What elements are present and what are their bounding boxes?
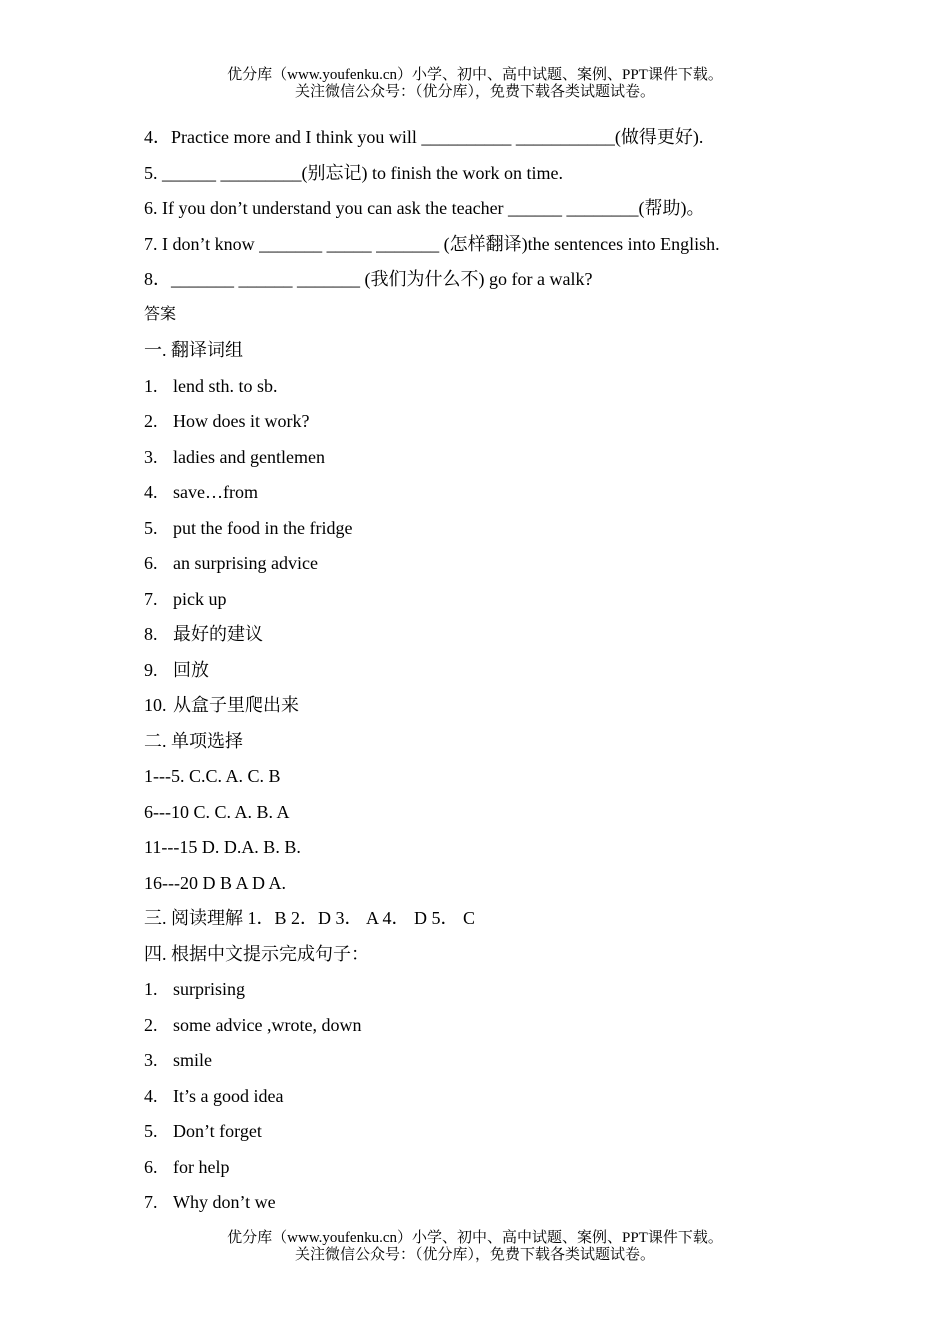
item-text: Don’t forget [173,1121,262,1141]
answer-item [144,551,824,587]
item-number: 4. [144,482,158,502]
answer-item [144,1155,824,1191]
answer-item [144,693,824,729]
answer-item [144,587,824,623]
answer-item [144,1190,824,1226]
item-number: 3. [144,1050,158,1070]
exercise-line: 8．_______ ______ _______ (我们为什么不) go for a walk? [144,269,593,289]
item-text: for help [173,1156,230,1177]
item-number: 6. [144,1156,158,1177]
item-number: 2. [144,1014,158,1035]
item-text: 回放 [173,659,209,680]
item-text: save…from [173,482,258,502]
answers-title: 答案 [144,305,177,323]
item-number: 7. [144,588,158,609]
answer-item [144,1048,824,1084]
item-text: pick up [173,588,227,609]
item-number: 6. [144,553,158,573]
answer-item [144,1013,824,1049]
answer-item [144,480,824,516]
answer-item [144,622,824,658]
exercise-line: 5. ______ _________(别忘记) to finish the work on time. [144,162,563,183]
item-number: 2. [144,411,158,431]
answer-item [144,374,824,410]
item-number: 7. [144,1192,158,1212]
page-footer [0,1230,950,1264]
exercise-line: 7. I don’t know _______ _____ _______ (怎样翻译)the sentences into English. [144,233,720,254]
answer-item [144,1084,824,1120]
item-number: 4. [144,1085,158,1106]
choice-answers: 11---15 D. D.A. B. B. [144,837,301,857]
choice-answers: 1---5. C.C. A. C. B [144,766,281,786]
footer-line-2: 关注微信公众号：（优分库），免费下载各类试题试卷。 [294,1247,655,1263]
section-1-title: 一. 翻译词组 [144,340,243,360]
item-text: put the food in the fridge [173,517,353,538]
choice-answers: 6---10 C. C. A. B. A [144,801,290,822]
section-3-reading-answers: 三. 阅读理解 1．B 2．D 3． A 4． D 5． C [144,908,476,928]
document-body [144,125,824,1226]
item-number: 5. [144,517,158,538]
item-number: 9. [144,659,158,680]
footer-line-1: 优分库（www.youfenku.cn）小学、初中、高中试题、案例、PPT课件下载。 [227,1230,723,1246]
item-text: How does it work? [173,411,310,431]
exercise-line: 6. If you don’t understand you can ask the teacher ______ ________(帮助)。 [144,198,705,218]
choice-answers: 16---20 D B A D A. [144,872,287,893]
item-text: 从盒子里爬出来 [173,695,299,715]
answer-item [144,977,824,1013]
section-2-title: 二. 单项选择 [144,730,243,751]
item-text: Why don’t we [173,1192,276,1212]
header-line-2: 关注微信公众号：（优分库），免费下载各类试题试卷。 [294,84,655,100]
answer-item [144,658,824,694]
exercise-line: 4．Practice more and I think you will __________ ___________(做得更好). [144,127,704,147]
item-text: smile [173,1050,212,1070]
item-text: some advice ,wrote, down [173,1014,362,1035]
section-4-title: 四. 根据中文提示完成句子： [144,943,369,964]
item-text: surprising [173,979,245,999]
answer-item [144,409,824,445]
item-text: It’s a good idea [173,1085,284,1106]
answer-item [144,516,824,552]
answer-item [144,1119,824,1155]
item-text: ladies and gentlemen [173,446,325,467]
item-text: lend sth. to sb. [173,375,278,396]
item-number: 1. [144,979,158,999]
item-number: 5. [144,1121,158,1141]
page-header [0,67,950,101]
item-number: 10. [144,695,167,715]
answer-item [144,445,824,481]
item-text: 最好的建议 [173,624,263,644]
header-line-1: 优分库（www.youfenku.cn）小学、初中、高中试题、案例、PPT课件下载。 [227,67,723,83]
item-number: 3. [144,446,158,467]
item-number: 1. [144,375,158,396]
item-number: 8. [144,624,158,644]
item-text: an surprising advice [173,553,318,573]
